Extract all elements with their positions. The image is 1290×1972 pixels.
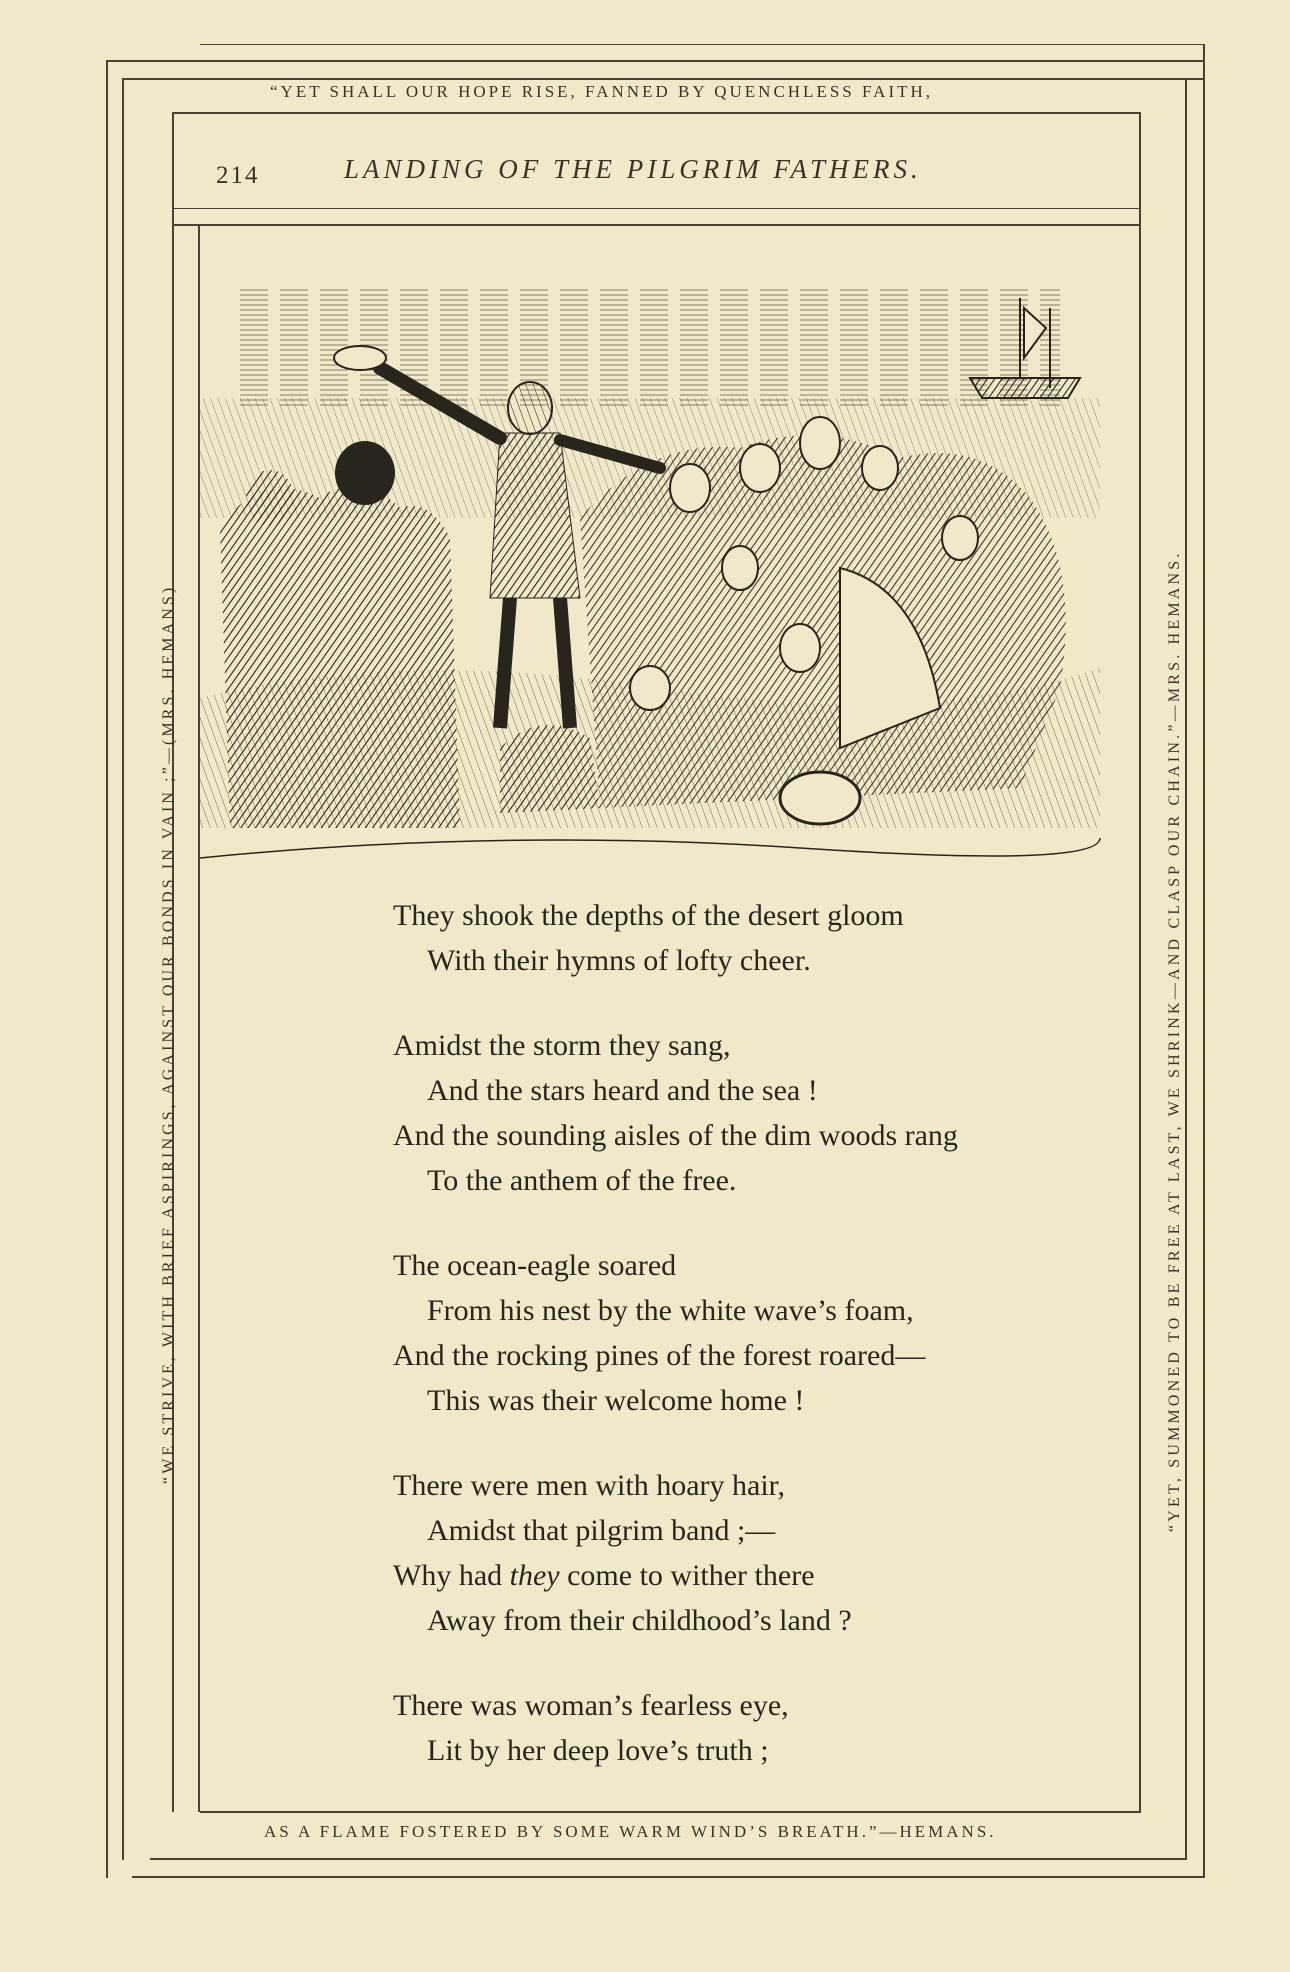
poem-line: Amidst that pilgrim band ;—	[427, 1514, 776, 1547]
content-frame-right	[1139, 112, 1141, 1812]
stanza	[393, 1023, 1093, 1203]
poem-line: Amidst the storm they sang,	[393, 1029, 731, 1062]
outer-frame-left	[106, 60, 108, 1878]
border-quote-left: “WE STRIVE, WITH BRIEF ASPIRINGS, AGAINST OUR BONDS IN VAIN ;”—(MRS. HEMANS)	[160, 584, 177, 1484]
border-quote-bottom: AS A FLAME FOSTERED BY SOME WARM WIND’S BREATH.”—HEMANS.	[264, 1822, 997, 1841]
poem-line: Lit by her deep love’s truth ;	[427, 1734, 769, 1767]
engraving-illustration	[200, 268, 1120, 868]
inner-frame-left	[122, 78, 124, 1860]
header-rule-2	[172, 224, 1141, 226]
border-quote-right: “YET, SUMMONED TO BE FREE AT LAST, WE SHRINK—AND CLASP OUR CHAIN.”—MRS. HEMANS.	[1166, 550, 1183, 1532]
stanza	[393, 893, 1093, 983]
outer-frame-top	[106, 60, 1204, 62]
page-number: 214	[216, 162, 260, 189]
poem-line: With their hymns of lofty cheer.	[427, 944, 811, 977]
stanza	[393, 1683, 1093, 1773]
poem-line: The ocean-eagle soared	[393, 1249, 677, 1282]
content-frame-top	[172, 112, 1140, 114]
inner-frame-bottom	[150, 1858, 1187, 1860]
poem-line: To the anthem of the free.	[427, 1164, 737, 1197]
stanza	[393, 1463, 1093, 1643]
inner-frame-right	[1185, 78, 1187, 1860]
poem-line: Away from their childhood’s land ?	[427, 1604, 852, 1637]
running-title: LANDING OF THE PILGRIM FATHERS.	[344, 154, 922, 184]
poem-line: And the rocking pines of the forest roared—	[393, 1339, 926, 1372]
outer-frame-top-extension	[200, 44, 1204, 45]
stanza	[393, 1243, 1093, 1423]
poem-line: There were men with hoary hair,	[393, 1469, 785, 1502]
poem-line-part: come to wither there	[559, 1559, 815, 1592]
poem-line: They shook the depths of the desert gloom	[393, 899, 904, 932]
outer-frame-right	[1203, 44, 1205, 1878]
poem-line	[393, 1553, 1093, 1598]
poem-line: This was their welcome home !	[427, 1384, 805, 1417]
poem-line-part: Why had	[393, 1559, 510, 1592]
border-quote-top: “YET SHALL OUR HOPE RISE, FANNED BY QUENCHLESS FAITH,	[270, 82, 934, 101]
header-rule-1	[172, 208, 1141, 209]
outer-frame-bottom	[132, 1876, 1204, 1878]
inner-frame-top	[122, 78, 1204, 80]
poem-body	[393, 893, 1093, 1813]
poem-line: And the stars heard and the sea !	[427, 1074, 818, 1107]
poem-line: From his nest by the white wave’s foam,	[427, 1294, 914, 1327]
emphasized-word: they	[509, 1559, 560, 1592]
poem-line: And the sounding aisles of the dim woods rang	[393, 1119, 958, 1152]
poem-line: There was woman’s fearless eye,	[393, 1689, 789, 1722]
